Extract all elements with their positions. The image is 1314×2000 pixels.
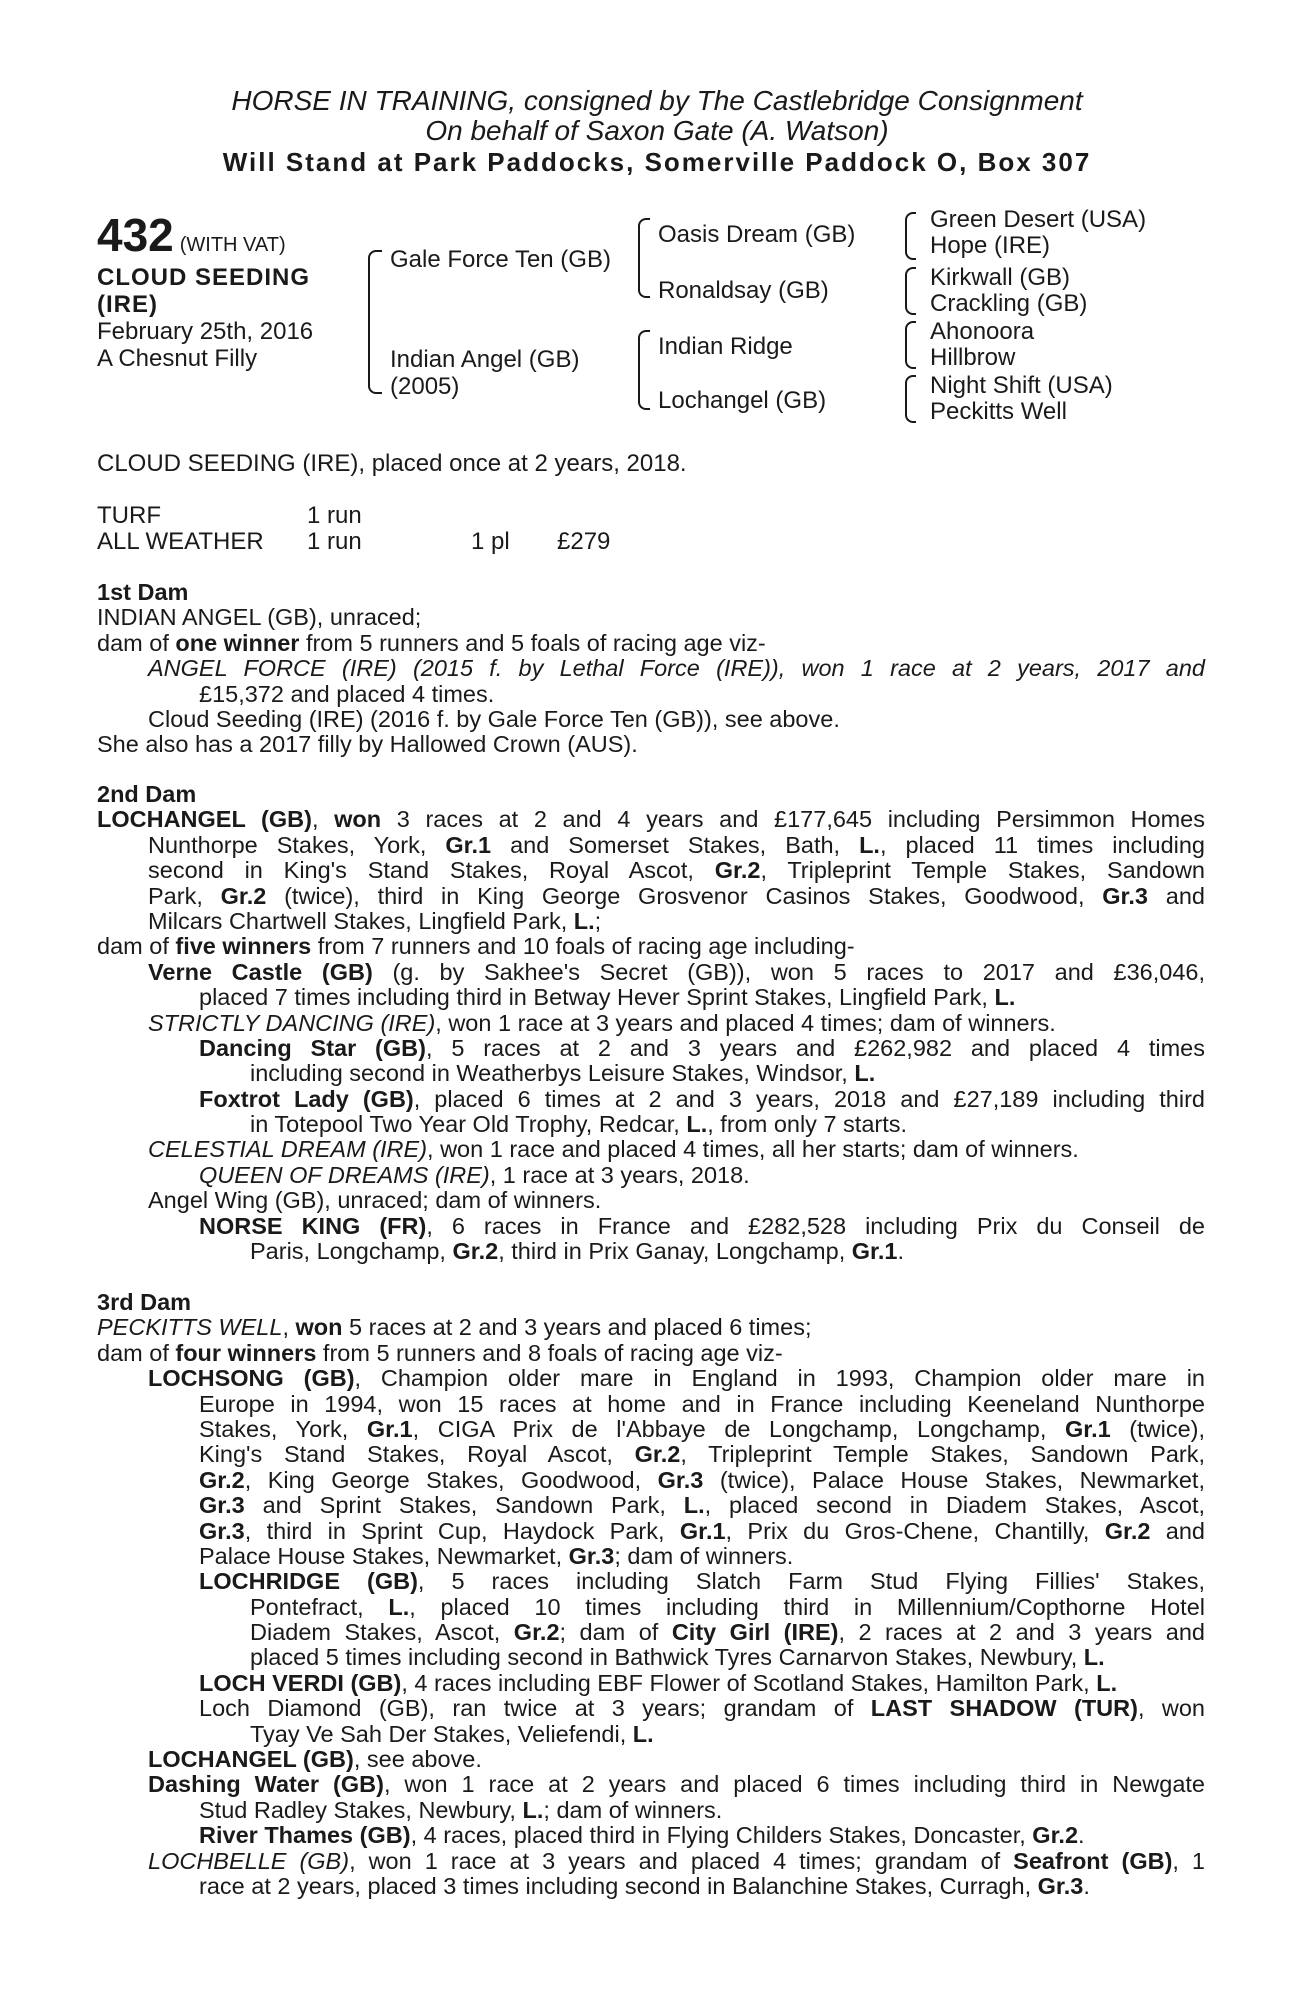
third-dam-line: Stakes, York, Gr.1, CIGA Prix de l'Abbaye de Longchamp, Longchamp, Gr.1 (twice),: [199, 1415, 1206, 1442]
second-dam-line: STRICTLY DANCING (IRE), won 1 race at 3 years and placed 4 times; dam of winners.: [148, 1009, 1056, 1036]
second-dam-line: Foxtrot Lady (GB), placed 6 times at 2 and 3 years, 2018 and £27,189 including third: [199, 1085, 1205, 1112]
second-dam-line: Angel Wing (GB), unraced; dam of winners.: [148, 1187, 602, 1214]
vat-note: (WITH VAT): [179, 234, 286, 256]
third-dam-line: PECKITTS WELL, won 5 races at 2 and 3 years and placed 6 times;: [97, 1314, 812, 1341]
horse-description: A Chesnut Filly: [97, 345, 258, 372]
third-dam-line: Gr.3, third in Sprint Cup, Haydock Park, Gr.1, Prix du Gros-Chene, Chantilly, Gr.2 and: [199, 1517, 1205, 1544]
third-dam-line: Europe in 1994, won 15 races at home and in France including Keeneland Nunthorpe: [199, 1390, 1205, 1417]
pedigree-gg-8: Peckitts Well: [930, 398, 1067, 425]
third-dam-line: River Thames (GB), 4 races, placed third in Flying Childers Stakes, Doncaster, Gr.2.: [199, 1822, 1085, 1849]
second-dam-line: dam of five winners from 7 runners and 10 foals of racing age including-: [97, 933, 855, 960]
first-dam-line: Cloud Seeding (IRE) (2016 f. by Gale Force Ten (GB)), see above.: [148, 705, 840, 732]
pedigree-sire-dam: Ronaldsay (GB): [658, 277, 829, 304]
foaling-date: February 25th, 2016: [97, 318, 314, 345]
third-dam-line: Pontefract, L., placed 10 times including third in Millennium/Copthorne Hotel: [250, 1593, 1205, 1620]
lot-number: 432 (WITH VAT): [97, 209, 286, 261]
third-dam-heading: 3rd Dam: [97, 1289, 192, 1315]
pedigree-dam-dam: Lochangel (GB): [658, 387, 827, 414]
pedigree-brace-g1: [905, 212, 916, 260]
third-dam-line: race at 2 years, placed 3 times including second in Balanchine Stakes, Curragh, Gr.3.: [199, 1872, 1090, 1899]
race-summary: CLOUD SEEDING (IRE), placed once at 2 years, 2018.: [97, 450, 687, 477]
third-dam-line: LOCHBELLE (GB), won 1 race at 3 years and placed 4 times; grandam of Seafront (GB), 1: [148, 1847, 1206, 1874]
third-dam-line: LOCHRIDGE (GB), 5 races including Slatch Farm Stud Flying Fillies' Stakes,: [199, 1568, 1205, 1595]
first-dam-line: £15,372 and placed 4 times.: [199, 680, 495, 707]
pedigree-brace-main: [368, 250, 382, 394]
pedigree-sire: Gale Force Ten (GB): [390, 246, 611, 273]
third-dam-line: LOCHANGEL (GB), see above.: [148, 1746, 482, 1773]
second-dam-line: QUEEN OF DREAMS (IRE), 1 race at 3 years, 2018.: [199, 1161, 750, 1188]
third-dam-line: Gr.3 and Sprint Stakes, Sandown Park, L., placed second in Diadem Stakes, Ascot,: [199, 1492, 1205, 1519]
third-dam-line: Dashing Water (GB), won 1 race at 2 years and placed 6 times including third in Newgate: [148, 1771, 1205, 1798]
horse-name: CLOUD SEEDING: [97, 264, 311, 291]
pedigree-gg-1: Green Desert (USA): [930, 206, 1147, 233]
stand-location-line: Will Stand at Park Paddocks, Somerville Paddock O, Box 307: [222, 147, 1092, 177]
pedigree-dam-year: (2005): [390, 373, 460, 400]
second-dam-line: Paris, Longchamp, Gr.2, third in Prix Ganay, Longchamp, Gr.1.: [250, 1238, 905, 1265]
second-dam-section: [97, 782, 1205, 1264]
all-weather-earnings: £279: [557, 528, 611, 555]
third-dam-section: [97, 1290, 1205, 1899]
all-weather-label: ALL WEATHER: [97, 528, 264, 555]
horse-country: (IRE): [97, 291, 158, 318]
third-dam-line: LOCHSONG (GB), Champion older mare in England in 1993, Champion older mare in: [148, 1365, 1206, 1392]
pedigree-gg-2: Hope (IRE): [930, 232, 1051, 259]
third-dam-line: dam of four winners from 5 runners and 8 foals of racing age viz-: [97, 1339, 783, 1366]
third-dam-line: Stud Radley Stakes, Newbury, L.; dam of winners.: [199, 1796, 723, 1823]
first-dam-section: [97, 580, 1205, 758]
pedigree-gg-5: Ahonoora: [930, 318, 1035, 345]
third-dam-line: King's Stand Stakes, Royal Ascot, Gr.2, Tripleprint Temple Stakes, Sandown Park,: [199, 1441, 1205, 1468]
pedigree-gg-6: Hillbrow: [930, 344, 1016, 371]
pedigree-dam-sire: Indian Ridge: [658, 333, 793, 360]
second-dam-line: in Totepool Two Year Old Trophy, Redcar, L., from only 7 starts.: [250, 1111, 908, 1138]
first-dam-line: dam of one winner from 5 runners and 5 foals of racing age viz-: [97, 629, 766, 656]
pedigree-sire-sire: Oasis Dream (GB): [658, 221, 856, 248]
second-dam-line: NORSE KING (FR), 6 races in France and £282,528 including Prix du Conseil de: [199, 1212, 1205, 1239]
pedigree-gg-3: Kirkwall (GB): [930, 264, 1071, 291]
third-dam-line: Gr.2, King George Stakes, Goodwood, Gr.3 (twice), Palace House Stakes, Newmarket,: [199, 1466, 1205, 1493]
first-dam-line: She also has a 2017 filly by Hallowed Crown (AUS).: [97, 731, 638, 758]
second-dam-line: placed 7 times including third in Betway Hever Sprint Stakes, Lingfield Park, L.: [199, 984, 1016, 1011]
second-dam-line: Dancing Star (GB), 5 races at 2 and 3 years and £262,982 and placed 4 times: [199, 1034, 1205, 1061]
pedigree-brace-g2: [905, 267, 916, 315]
third-dam-line: LOCH VERDI (GB), 4 races including EBF Flower of Scotland Stakes, Hamilton Park, L.: [199, 1669, 1118, 1696]
on-behalf-line: On behalf of Saxon Gate (A. Watson): [425, 115, 889, 146]
first-dam-line: ANGEL FORCE (IRE) (2015 f. by Lethal Force (IRE)), won 1 race at 2 years, 2017 and: [148, 655, 1205, 682]
second-dam-line: Park, Gr.2 (twice), third in King George Grosvenor Casinos Stakes, Goodwood, Gr.3 and: [148, 882, 1205, 909]
pedigree-brace-g3: [905, 321, 916, 369]
pedigree-brace-g4: [905, 375, 916, 423]
second-dam-line: second in King's Stand Stakes, Royal Ascot, Gr.2, Tripleprint Temple Stakes, Sandown: [148, 857, 1205, 884]
pedigree-brace-dam: [638, 330, 650, 410]
third-dam-line: Palace House Stakes, Newmarket, Gr.3; dam of winners.: [199, 1542, 794, 1569]
first-dam-heading: 1st Dam: [97, 579, 189, 605]
third-dam-line: Diadem Stakes, Ascot, Gr.2; dam of City Girl (IRE), 2 races at 2 and 3 years and: [250, 1619, 1205, 1646]
second-dam-line: CELESTIAL DREAM (IRE), won 1 race and placed 4 times, all her starts; dam of winners.: [148, 1136, 1079, 1163]
second-dam-line: Verne Castle (GB) (g. by Sakhee's Secret (GB)), won 5 races to 2017 and £36,046,: [148, 958, 1205, 985]
second-dam-line: including second in Weatherbys Leisure Stakes, Windsor, L.: [250, 1060, 876, 1087]
turf-label: TURF: [97, 502, 161, 529]
third-dam-line: Loch Diamond (GB), ran twice at 3 years; grandam of LAST SHADOW (TUR), won: [199, 1695, 1205, 1722]
pedigree-brace-sire: [638, 218, 650, 298]
turf-runs: 1 run: [307, 502, 362, 529]
all-weather-runs: 1 run: [307, 528, 362, 555]
pedigree-gg-4: Crackling (GB): [930, 290, 1088, 317]
pedigree-gg-7: Night Shift (USA): [930, 372, 1113, 399]
consignor-line: HORSE IN TRAINING, consigned by The Castlebridge Consignment: [231, 85, 1083, 116]
first-dam-line: INDIAN ANGEL (GB), unraced;: [97, 604, 422, 631]
second-dam-heading: 2nd Dam: [97, 781, 197, 807]
second-dam-line: Nunthorpe Stakes, York, Gr.1 and Somerset Stakes, Bath, L., placed 11 times including: [148, 831, 1205, 858]
third-dam-line: placed 5 times including second in Bathwick Tyres Carnarvon Stakes, Newbury, L.: [250, 1644, 1105, 1671]
all-weather-placed: 1 pl: [471, 528, 510, 555]
third-dam-line: Tyay Ve Sah Der Stakes, Veliefendi, L.: [250, 1720, 654, 1747]
pedigree-dam: Indian Angel (GB): [390, 346, 580, 373]
second-dam-line: Milcars Chartwell Stakes, Lingfield Park, L.;: [148, 907, 602, 934]
second-dam-line: LOCHANGEL (GB), won 3 races at 2 and 4 years and £177,645 including Persimmon Homes: [97, 806, 1205, 833]
